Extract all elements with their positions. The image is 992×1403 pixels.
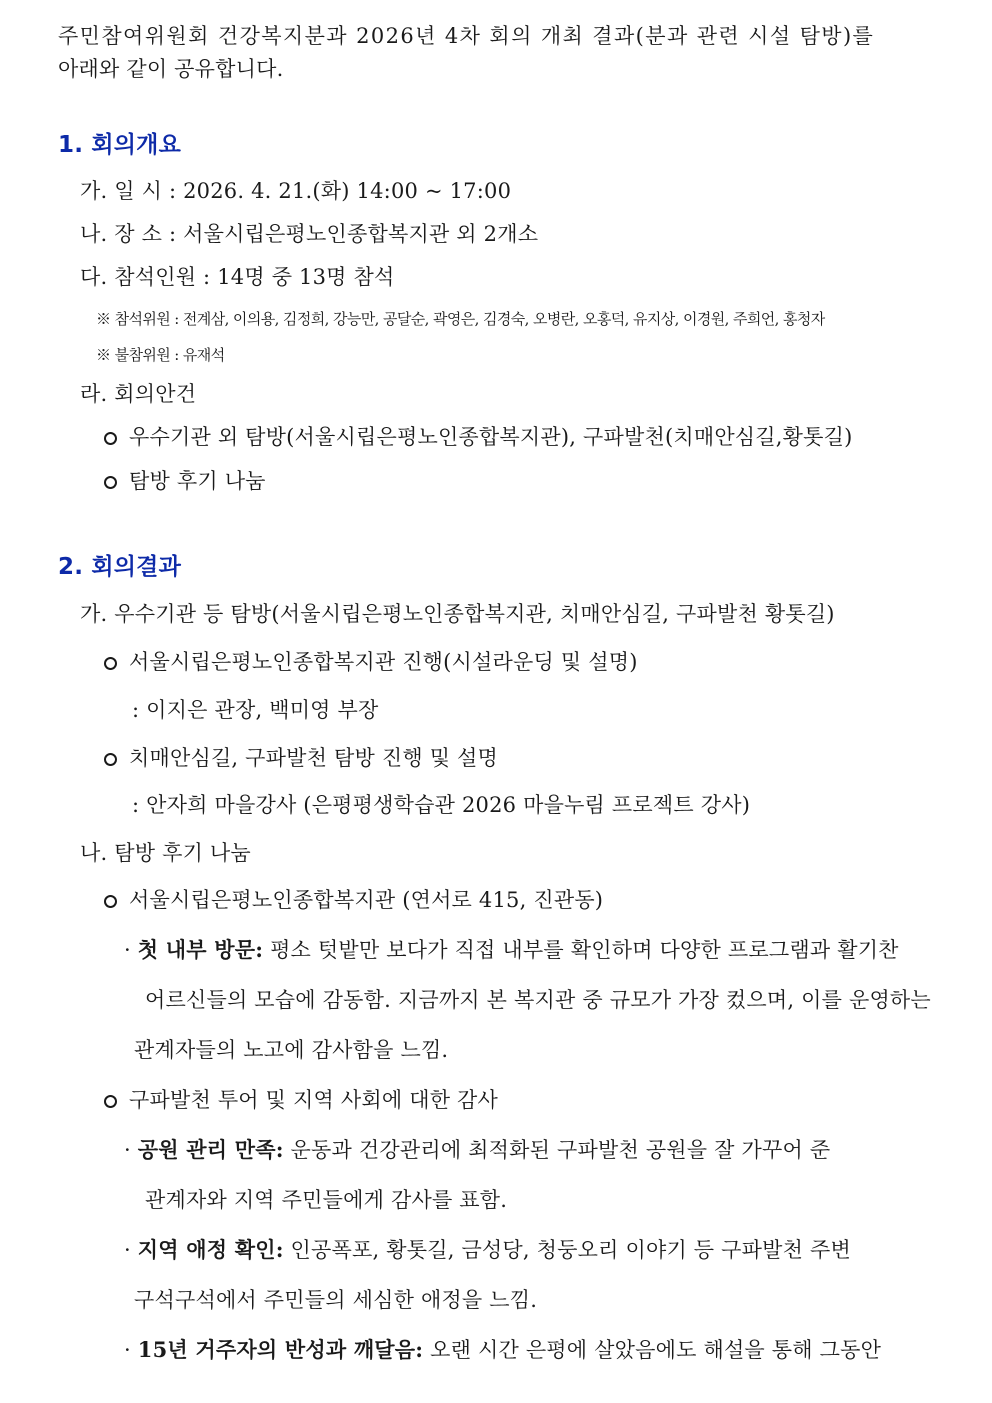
circle-bullet-icon [104, 657, 117, 670]
review-bullet [124, 1236, 851, 1264]
result-a-item [104, 744, 498, 772]
result-b-item-text: 서울시립은평노인종합복지관 (연서로 415, 진관동) [129, 888, 604, 912]
agenda-item [104, 423, 853, 451]
review-bullet-text: 인공폭포, 황톳길, 금성당, 청둥오리 이야기 등 구파발천 주변 [283, 1238, 851, 1262]
dot-bullet-icon: · [124, 1338, 131, 1362]
absent-members: ※ 불참위원 : 유재석 [96, 346, 225, 364]
agenda-item [104, 467, 266, 495]
agenda-item-text: 탐방 후기 나눔 [129, 469, 266, 493]
dot-bullet-icon: · [124, 938, 131, 962]
review-bullet-continuation: 구석구석에서 주민들의 세심한 애정을 느낌. [134, 1288, 538, 1312]
intro-line-2: 아래와 같이 공유합니다. [58, 57, 284, 81]
review-bullet [124, 1136, 830, 1164]
review-bullet-text: 운동과 건강관리에 최적화된 구파발천 공원을 잘 가꾸어 준 [283, 1138, 831, 1162]
review-bullet [124, 1336, 881, 1364]
intro-line-1: 주민참여위원회 건강복지분과 2026년 4차 회의 개최 결과(분과 관련 시설 탐방)를 [58, 24, 875, 48]
result-b-item [104, 1086, 498, 1114]
result-a-item-text: 서울시립은평노인종합복지관 진행(시설라운딩 및 설명) [129, 650, 638, 674]
review-bullet-lead: 15년 거주자의 반성과 깨달음: [137, 1337, 424, 1362]
meeting-date: 가. 일 시 : 2026. 4. 21.(화) 14:00 ~ 17:00 [80, 179, 512, 203]
result-b-item [104, 886, 603, 914]
review-bullet-lead: 공원 관리 만족: [137, 1137, 284, 1162]
review-bullet [124, 936, 899, 964]
section-2-title: 2. 회의결과 [58, 554, 182, 580]
result-a-item [104, 648, 638, 676]
attending-members: ※ 참석위원 : 전계삼, 이의용, 김정희, 강능만, 공달순, 곽영은, 김경숙, 오병란, 오홍덕, 유지상, 이경원, 주희언, 홍청자 [96, 310, 825, 328]
circle-bullet-icon [104, 476, 117, 489]
result-b-label: 나. 탐방 후기 나눔 [80, 841, 251, 865]
review-bullet-lead: 지역 애정 확인: [137, 1237, 284, 1262]
meeting-attendees: 다. 참석인원 : 14명 중 13명 참석 [80, 265, 395, 289]
dot-bullet-icon: · [124, 1138, 131, 1162]
result-a-item-text: 치매안심길, 구파발천 탐방 진행 및 설명 [129, 746, 499, 770]
review-bullet-continuation: 관계자들의 노고에 감사함을 느낌. [134, 1038, 449, 1062]
review-bullet-text: 오랜 시간 은평에 살았음에도 해설을 통해 그동안 [423, 1338, 882, 1362]
result-b-item-text: 구파발천 투어 및 지역 사회에 대한 감사 [129, 1088, 499, 1112]
circle-bullet-icon [104, 432, 117, 445]
circle-bullet-icon [104, 1095, 117, 1108]
agenda-label: 라. 회의안건 [80, 382, 197, 406]
circle-bullet-icon [104, 895, 117, 908]
review-bullet-lead: 첫 내부 방문: [137, 937, 264, 962]
agenda-item-text: 우수기관 외 탐방(서울시립은평노인종합복지관), 구파발천(치매안심길,황톳길) [129, 425, 853, 449]
meeting-place: 나. 장 소 : 서울시립은평노인종합복지관 외 2개소 [80, 222, 539, 246]
review-bullet-continuation: 어르신들의 모습에 감동함. 지금까지 본 복지관 중 규모가 가장 컸으며, 이를 운영하는 [145, 988, 931, 1012]
result-a-item-detail: : 이지은 관장, 백미영 부장 [132, 698, 379, 722]
result-a-item-detail: : 안자희 마을강사 (은평평생학습관 2026 마을누림 프로젝트 강사) [132, 793, 751, 817]
circle-bullet-icon [104, 753, 117, 766]
review-bullet-text: 평소 텃밭만 보다가 직접 내부를 확인하며 다양한 프로그램과 활기찬 [263, 938, 899, 962]
dot-bullet-icon: · [124, 1238, 131, 1262]
result-a-label: 가. 우수기관 등 탐방(서울시립은평노인종합복지관, 치매안심길, 구파발천 황톳길) [80, 602, 835, 626]
section-1-title: 1. 회의개요 [58, 132, 182, 158]
review-bullet-continuation: 관계자와 지역 주민들에게 감사를 표함. [145, 1188, 508, 1212]
